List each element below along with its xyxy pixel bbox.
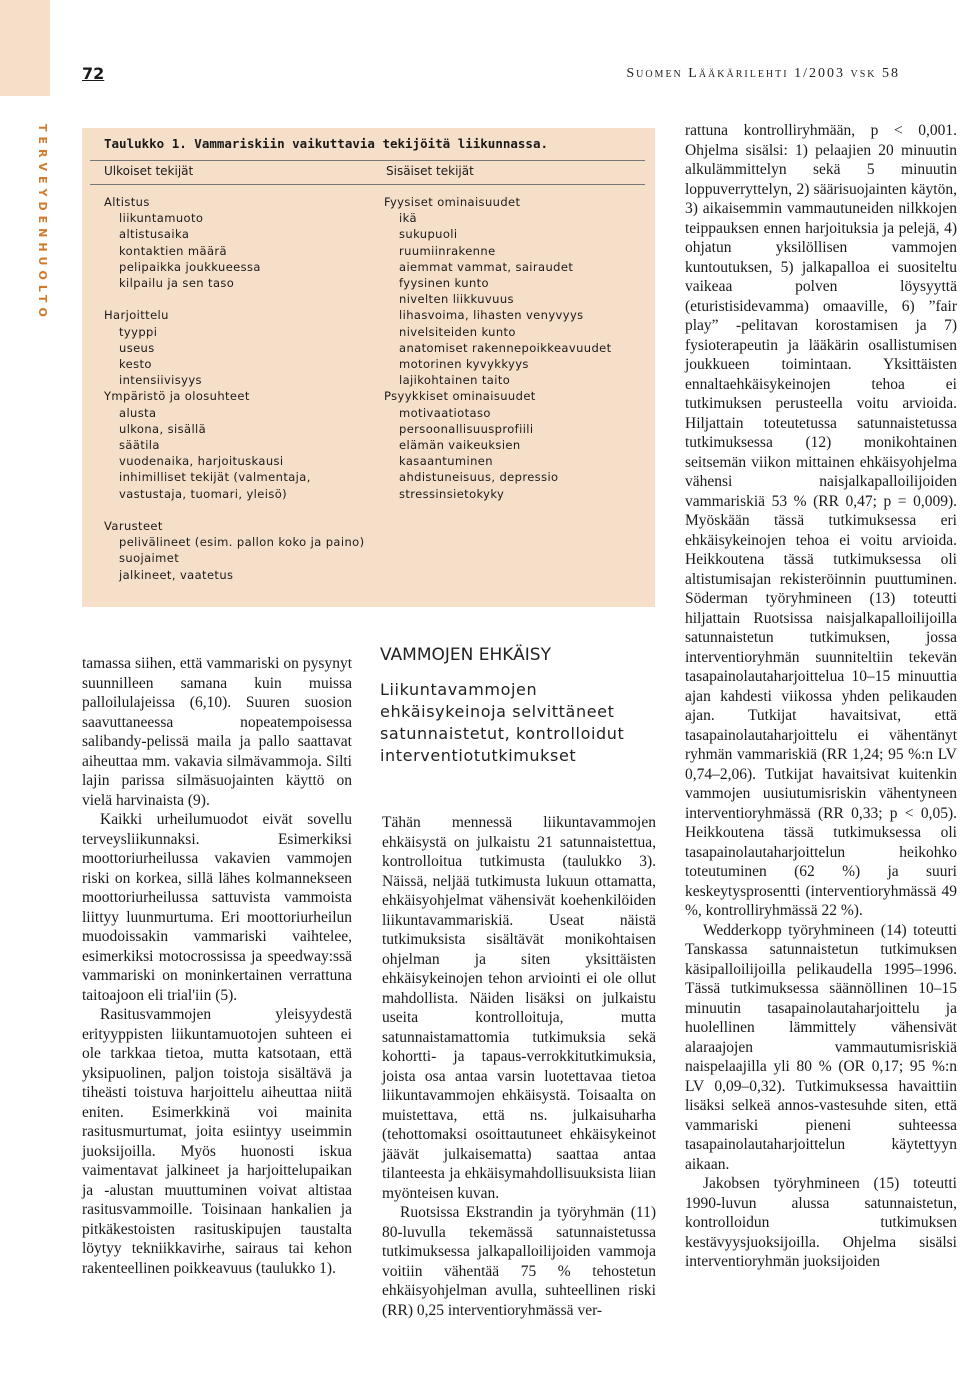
table-line: elämän vaikeuksien: [399, 438, 521, 453]
sidebar-subheading: Liikuntavammojen ehkäisykeinoja selvittäneet satunnaistetut, kontrolloidut interventiotutkimukset: [380, 680, 625, 765]
table-rule-top: [90, 160, 645, 161]
table-line: Altistus: [104, 195, 150, 209]
table-line: jalkineet, vaatetus: [119, 567, 234, 582]
section-side-label: TERVEYDENHUOLTO: [36, 124, 49, 322]
table-line: lajikohtainen taito: [399, 373, 511, 388]
table-right-column: [384, 194, 612, 502]
table-line: tyyppi: [119, 324, 158, 339]
table-line: vastustaja, tuomari, yleisö): [119, 486, 288, 501]
table-line: ruumiinrakenne: [399, 243, 496, 258]
paragraph: Jakobsen työryhmineen (15) toteutti 1990-luvun alussa satunnaistetun, kontrolloidun tutkimuksen kestävyysjuoksijoilla. Ohjelma sisälsi interventioryhmän juoksijoiden: [685, 1175, 957, 1270]
table-line: Harjoittelu: [104, 308, 169, 323]
table-line: liikuntamuoto: [119, 211, 204, 226]
table-title: Taulukko 1. Vammariskiin vaikuttavia tekijöitä liikunnassa.: [104, 136, 549, 151]
table-line: säätila: [119, 438, 160, 453]
table-line: ahdistuneisuus, depressio: [399, 470, 559, 485]
paragraph: rattuna kontrolliryhmään, p < 0,001. Ohjelma sisälsi: 1) pelaajien 20 minuutin alkulämmittelyn sekä 5 minuutin loppuverryttelyn, 2) säärisuojainten käytön, 3) aikaisemmin vammautuneiden nilkkojen teippauksen ennen harjoituksia ja pelejä, 4) ohjatun yksilöllisen vammojen kuntoutuksen, 5) jalkapalloa ei suositeltu vaikeaa polven löysyyttä (eturistisidevamma) omaaville, 6) ”fair play” -pelitavan korostamisen ja 7) fysioterapeutin ja lääkärin osallistumisen joukkueen toimintaan. Yksittäisten ennaltaehkäisykeinojen tehoa ei tutkimuksen perusteella voitu arvioida. Hiljattain toteutetussa satunnaistetussa tutkimuksessa (12) monikohtainen seitsemän viikon mittainen ehkäisyohjelma vähensi naisjalkapalloilijoiden vammariskiä 53 % (RR 0,47; p = 0,009). Myöskään tässä tutkimuksessa eri ehkäisykeinojen tehoa ei voitu arvioida. Heikkoutena tässä tutkimuksessa oli altistumisajan rekisteröinnin puuttuminen. Söderman työryhmineen (13) toteutti hiljattain Ruotsissa naisjalkapalloilijoilla satunnaistetun tutkimuksen, jossa interventioryhmän suunniteltiin tekevän tasapainolautaharjoittelua 10–15 minuuttia ajan kahdesti viikossa yhden pelikauden ajan. Tutkijat havaitsivat, että tasapainolautaharjoittelu ei vähentänyt ryhmän vammariskiä (RR 1,24; 95 %:n LV 0,74–2,06). Tutkijat havaitsivat kuitenkin vammojen uusiutumisriskin vähentyneen interventioryhmässä (RR 0,33; p < 0,05). Heikkoutena tässä tutkimuksessa oli tasapainolautaharjoittelun heikohko toteutuminen (62 %) ja suuri keskeytysprosentti (interventioryhmässä 49 %, kontrolliryhmässä 22 %).: [685, 122, 957, 919]
paragraph: Tähän mennessä liikuntavammojen ehkäisystä on julkaistu 21 satunnaistettua, kontrolloitua tutkimusta (taulukko 3). Näissä, neljää tutkimusta lukuun ottamatta, ehkäisyohjelmat vähensivät koehenkilöiden liikuntavammariskiä. Useat näistä tutkimuksista sisältävät monikohtaisen ohjelman ja siten yksittäisten ehkäisykeinojen tehon arviointi ei ole ollut mahdollista. Näiden lisäksi on julkaistu useita kontrolloituja, mutta satunnaistamattomia tutkimuksia sekä kohortti- ja tapaus-verrokkitutkimuksia, joista osa antaa varsin luotettavaa tietoa liikuntavammojen ehkäisystä. Toisaalta on muistettava, että ns. julkaisuharha (tehottomaksi osoittautuneet ehkäisykeinot jäävät julkaisematta) saattaa antaa tilanteesta ja ehkäisymahdollisuuksista liian myönteisen kuvan.: [382, 814, 656, 1202]
table-line: alusta: [119, 405, 157, 420]
paragraph: tamassa siihen, että vammariski on pysynyt suunnilleen samana kuin muissa palloilulajeissa (6,10). Suuren suosion saavuttaneessa nopeatempoisessa salibandy-pelissä maila ja pallo saattavat aiheuttaa mm. vakavia silmävammoja. Silti lajin parissa silmäsuojainten käyttö on vielä harvinaista (9).: [82, 655, 352, 809]
table-line: kilpailu ja sen taso: [119, 276, 235, 291]
table-line: pelivälineet (esim. pallon koko ja paino): [119, 535, 365, 550]
table-line: Ympäristö ja olosuhteet: [104, 389, 250, 404]
table-line: useus: [119, 340, 155, 355]
corner-color-block: [0, 0, 50, 96]
sidebar-heading: VAMMOJEN EHKÄISY: [380, 645, 551, 665]
article-column-left: [82, 654, 352, 1278]
table-line: kesto: [119, 357, 152, 372]
table-line: kontaktien määrä: [119, 243, 227, 258]
table-line: stressinsietokyky: [399, 486, 505, 501]
table-line: vuodenaika, harjoituskausi: [119, 454, 284, 469]
table-line: intensiivisyys: [119, 373, 202, 388]
table-line: Psyykkiset ominaisuudet: [384, 389, 536, 404]
article-column-right: [685, 121, 957, 1272]
table-line: anatomiset rakennepoikkeavuudet: [399, 340, 612, 355]
table-line: ulkona, sisällä: [119, 421, 207, 436]
page-number: 72: [82, 64, 105, 83]
table-line: lihasvoima, lihasten venyvyys: [399, 308, 584, 323]
article-column-middle: [382, 813, 656, 1320]
table-line: nivelten liikkuvuus: [399, 292, 514, 307]
table-line: motivaatiotaso: [399, 405, 491, 420]
table-line: Fyysiset ominaisuudet: [384, 195, 521, 209]
table-line: pelipaikka joukkueessa: [119, 259, 261, 274]
table-right-header: Sisäiset tekijät: [386, 164, 474, 178]
paragraph: Wedderkopp työryhmineen (14) toteutti Tanskassa satunnaistetun tutkimuksen käsipalloilijoilla pelikaudella 1995–1996. Tässä tutkimuksessa säännöllinen 10–15 minuutin tasapainolautaharjoittelu ja huolellinen lämmittely vähensivät alaraajojen vammautumisriskiä naispelaajilla yli 80 % (OR 0,17; 95 %:n LV 0,09–0,32). Tutkimuksessa havaittiin lisäksi selkeä annos-vastesuhde siten, että vammariski pieneni suhteessa tasapainolautaharjoittelun käytettyyn aikaan.: [685, 921, 957, 1173]
table-left-header: Ulkoiset tekijät: [104, 164, 194, 178]
table-line: suojaimet: [119, 551, 180, 566]
table-line: nivelsiteiden kunto: [399, 324, 516, 339]
table-line: motorinen kyvykkyys: [399, 357, 529, 372]
journal-running-header: Suomen Lääkärilehti 1/2003 vsk 58: [626, 66, 900, 81]
paragraph: Rasitusvammojen yleisyydestä erityyppisten liikuntamuotojen suhteen ei ole tarkkaa tietoa, mutta katsotaan, että yksipuolinen, paljon toistoja sisältävä ja tiheästi toistuva harjoittelu aiheuttaa niitä eniten. Esimerkkinä voi mainita rasitusmurtumat, joita esiintyy useimmin juoksijoilla. Myös huonosti iskua vaimentavat jalkineet ja harjoittelupaikan ja -alustan muuttuminen voivat altistaa rasitusvammoille. Toisinaan hankalien ja pitkäkestoisten rasituskipujen taustalta löytyy tekniikkavirhe, sairaus tai kehon rakenteellinen poikkeavuus (taulukko 1).: [82, 1006, 352, 1277]
sidebar-box: [380, 645, 660, 815]
table-left-column: [104, 194, 364, 583]
paragraph: Kaikki urheilumuodot eivät sovellu terveysliikunnaksi. Esimerkiksi moottoriurheilussa vakavien vammojen riski on korkea, sillä lähes kolmannekseen moottoriurheilussa sattuvista vammoista liittyy luunmurtuma. Eri moottoriurheilun muodoissakin vammariski vaihtelee, esimerkiksi motocrossissa ja speedway:ssä vammariski on moninkertainen verrattuna taitoajoon eli trial'iin (5).: [82, 811, 352, 1004]
table-line: kasaantuminen: [399, 454, 493, 469]
table-line: ikä: [399, 211, 417, 226]
table-line: sukupuoli: [399, 227, 458, 242]
table-line: fyysinen kunto: [399, 276, 489, 291]
table-line: Varusteet: [104, 519, 163, 534]
table-rule-header: [90, 184, 645, 185]
table-line: altistusaika: [119, 227, 190, 242]
table-line: inhimilliset tekijät (valmentaja,: [119, 470, 311, 485]
table-line: aiemmat vammat, sairaudet: [399, 259, 574, 274]
paragraph: Ruotsissa Ekstrandin ja työryhmän (11) 80-luvulla tekemässä satunnaistetussa tutkimuksessa jalkapalloilijoiden vammoja voitiin vähentää 75 % tehostetun ehkäisyohjelman avulla, suhteellinen riski (RR) 0,25 interventioryhmässä ver-: [382, 1204, 656, 1319]
table-line: [104, 291, 364, 307]
table-line: persoonallisuusprofiili: [399, 421, 534, 436]
table-line: [104, 502, 364, 518]
